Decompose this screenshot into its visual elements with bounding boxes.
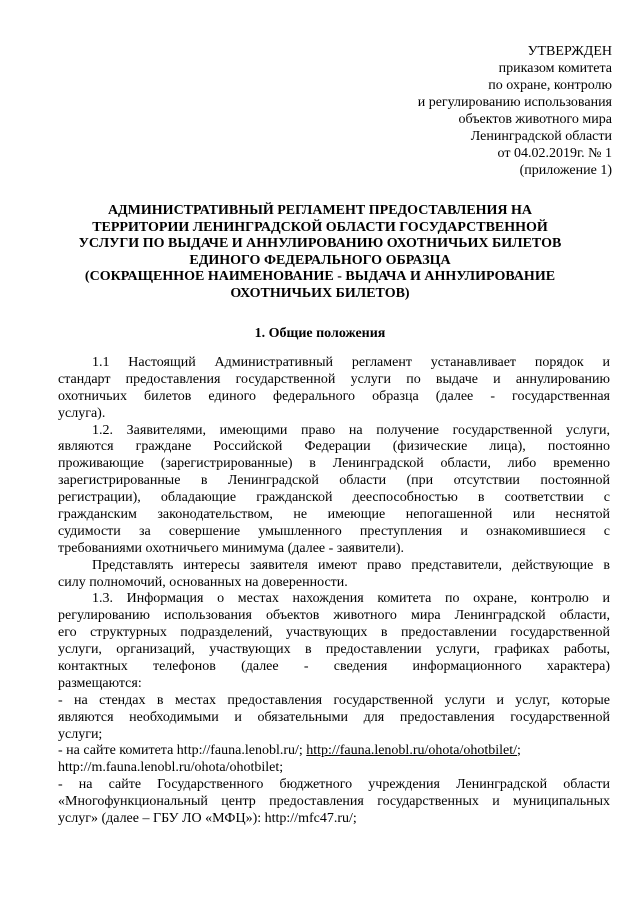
text-line: гражданским законодательством, не имеющие непогашенной или неснятой: [58, 507, 610, 523]
approval-line: по охране, контролю: [488, 78, 612, 93]
approval-line: от 04.02.2019г. № 1: [497, 146, 612, 161]
paragraph-1-2: [58, 423, 610, 558]
approval-line: (приложение 1): [519, 163, 612, 178]
list-item-mfc-site: [58, 777, 610, 828]
text-line: размещаются:: [58, 675, 142, 691]
section-heading: 1. Общие положения: [254, 326, 386, 341]
text-line: услуги;: [58, 726, 103, 742]
text-line: охотничьих билетов единого федерального образца (далее - государственная: [58, 388, 610, 404]
paragraph-representatives: [58, 558, 610, 592]
text-line: регулированию использования объектов животного мира Ленинградской области,: [58, 608, 610, 624]
title-line: АДМИНИСТРАТИВНЫЙ РЕГЛАМЕНТ ПРЕДОСТАВЛЕНИЯ НА: [107, 203, 533, 218]
text-line: услуга).: [58, 405, 106, 421]
text-line: 1.3. Информация о местах нахождения комитета по охране, контролю и: [92, 591, 610, 607]
approval-stamp: [418, 43, 612, 179]
approval-line: приказом комитета: [498, 61, 612, 76]
paragraph-1-1: [58, 355, 610, 423]
text-line: требованиями охотничьего минимума (далее - заявители).: [58, 540, 405, 556]
text-line: http://m.fauna.lenobl.ru/ohota/ohotbilet;: [58, 760, 284, 776]
title-line: (СОКРАЩЕННОЕ НАИМЕНОВАНИЕ - ВЫДАЧА И АННУЛИРОВАНИЕ: [84, 269, 556, 285]
title-line: ЕДИНОГО ФЕДЕРАЛЬНОГО ОБРАЗЦА: [189, 252, 451, 268]
document-title: [40, 203, 600, 303]
document-body: [58, 355, 610, 828]
text-line: «Многофункциональный центр предоставления государственных и муниципальных: [58, 794, 610, 810]
text-line: являются граждане Российской Федерации (физические лица), постоянно: [58, 439, 610, 455]
ohotbilet-link[interactable]: http://fauna.lenobl.ru/ohota/ohotbilet/: [306, 743, 518, 759]
text-line: проживающие (зарегистрированные) в Ленинградской области, либо временно: [58, 456, 610, 472]
approval-line: Ленинградской области: [470, 129, 612, 144]
site-prefix: - на сайте комитета http://fauna.lenobl.ru/;: [58, 743, 303, 759]
approval-line: и регулированию использования: [417, 95, 612, 110]
text-line: судимости за совершение умышленного преступления и ознакомившиеся с: [58, 523, 610, 539]
text-line: 1.1 Настоящий Административный регламент устанавливает порядок и: [92, 355, 610, 370]
text-line: - на сайте Государственного бюджетного учреждения Ленинградской области: [58, 777, 610, 793]
text-line: 1.2. Заявителями, имеющими право на получение государственной услуги,: [92, 422, 610, 438]
text-line: являются необходимыми и обязательными для предоставления государственной: [58, 709, 610, 725]
title-line: ОХОТНИЧЬИХ БИЛЕТОВ): [230, 285, 410, 301]
title-line: ТЕРРИТОРИИ ЛЕНИНГРАДСКОЙ ОБЛАСТИ ГОСУДАРСТВЕННОЙ: [92, 219, 548, 235]
text-line: его структурных подразделений, участвующих в предоставлении государственной: [58, 625, 610, 641]
text-line: услуги, организаций, участвующих в предоставлении услуги, графиках работы,: [58, 642, 610, 658]
text-line: - на стендах в местах предоставления государственной услуги и услуг, которые: [58, 692, 610, 708]
title-line: УСЛУГИ ПО ВЫДАЧЕ И АННУЛИРОВАНИЮ ОХОТНИЧЬИХ БИЛЕТОВ: [78, 236, 562, 252]
text-line: регистрации), обладающие гражданской дееспособностью в соответствии с: [58, 490, 610, 506]
approval-line: объектов животного мира: [458, 112, 612, 127]
text-line: [58, 743, 610, 760]
approval-line: УТВЕРЖДЕН: [527, 44, 612, 59]
paragraph-1-3: [58, 591, 610, 692]
text-line: услуг» (далее – ГБУ ЛО «МФЦ»): http://mfc47.ru/;: [58, 811, 357, 827]
text-line: силу полномочий, основанных на доверенности.: [58, 574, 348, 590]
text-line: контактных телефонов (далее - сведения информационного характера): [58, 659, 610, 675]
site-suffix: ;: [517, 743, 521, 759]
text-line: зарегистрированные в Ленинградской области (при отсутствии постоянной: [58, 473, 610, 489]
text-line: стандарт предоставления государственной услуги по выдаче и аннулированию: [58, 371, 610, 387]
list-item-committee-site: [58, 743, 610, 777]
list-item-stands: [58, 693, 610, 744]
text-line: Представлять интересы заявителя имеют право представители, действующие в: [92, 557, 610, 573]
